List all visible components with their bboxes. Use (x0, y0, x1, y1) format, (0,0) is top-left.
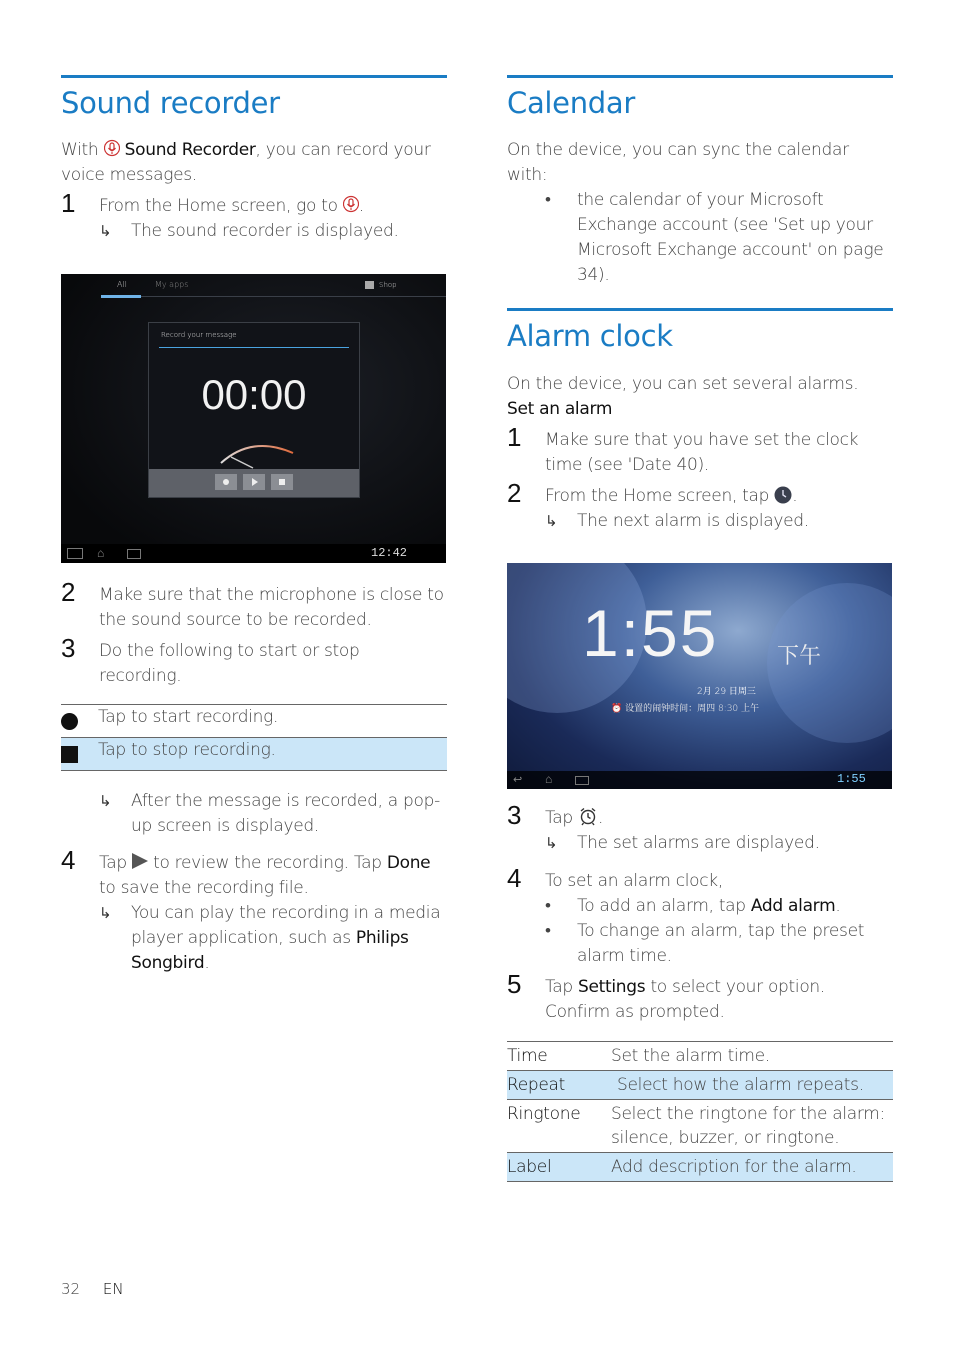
play-button[interactable] (243, 474, 265, 490)
recent-apps-icon[interactable] (575, 776, 589, 785)
bullet-change-alarm (507, 919, 893, 969)
step-text: From the Home screen, tap (545, 486, 770, 506)
result-arrow-icon: ↳ (99, 904, 112, 922)
table-label: Ringtone (507, 1104, 581, 1124)
alarm-steps (507, 800, 893, 1182)
table-label: Time (507, 1046, 548, 1066)
shop-icon (365, 281, 374, 289)
table-row (507, 1100, 893, 1153)
record-dot-icon (61, 713, 78, 730)
step-3-result (61, 789, 447, 839)
level-meter-icon (217, 435, 297, 471)
record-button[interactable] (215, 474, 237, 490)
record-timer: 00:00 (201, 371, 307, 418)
page-footer (61, 1280, 124, 1298)
home-icon[interactable]: ⌂ (545, 772, 553, 786)
section-rule (61, 75, 447, 78)
play-icon (252, 478, 258, 486)
step-5 (507, 969, 893, 1025)
bullet-dot: • (545, 921, 551, 941)
step-text: to review the recording. Tap (153, 853, 382, 873)
bullet-dot: • (545, 896, 551, 916)
step-number: 1 (507, 422, 522, 452)
bullet-text: the calendar of your Microsoft Exchange account (see 'Set up your Microsoft Exchange account' on page 34). (577, 190, 884, 285)
alarm-info: ⏰ 设置的闹钟时间：周四 8:30 上午 (611, 704, 760, 714)
stop-square-icon (61, 746, 78, 763)
sound-recorder-section (61, 75, 447, 244)
system-bar (61, 544, 446, 563)
step-number: 4 (507, 863, 522, 893)
step-number: 3 (507, 800, 522, 830)
step-number: 4 (61, 845, 76, 875)
status-time: 1:55 (837, 772, 866, 786)
alarm-options-table (507, 1041, 893, 1182)
status-time: 12:42 (371, 546, 408, 560)
bullet-add-alarm (507, 894, 893, 919)
recent-apps-icon[interactable] (127, 549, 141, 559)
alarm-date: 2月 29 日周三 (697, 687, 756, 697)
result-arrow-icon: ↳ (99, 792, 112, 810)
intro-paragraph (61, 138, 447, 188)
shop-label: Shop (379, 281, 397, 289)
language-code: EN (102, 1280, 124, 1298)
back-icon[interactable]: ↩ (513, 773, 523, 786)
step-2-result (507, 509, 893, 534)
alarm-info-text: 设置的闹钟时间：周四 8:30 上午 (625, 704, 760, 714)
step-number: 2 (61, 577, 76, 607)
step-text: to save the recording file. (99, 878, 309, 898)
step-text: To set an alarm clock, (545, 871, 723, 891)
step-number: 3 (61, 633, 76, 663)
intro-post: , you can record your voice messages. (61, 140, 431, 185)
table-desc: Select how the alarm repeats. (617, 1075, 864, 1095)
add-alarm-label: Add alarm (750, 896, 836, 916)
table-row (507, 1153, 893, 1182)
table-cell: Tap to stop recording. (98, 740, 276, 760)
result-arrow-icon: ↳ (99, 222, 112, 240)
step-number: 2 (507, 478, 522, 508)
step-text: to select your option. Confirm as prompted. (545, 977, 826, 1022)
result-text: After the message is recorded, a pop-up screen is displayed. (131, 791, 440, 836)
bullet-text: To change an alarm, tap the preset alarm time. (577, 921, 865, 966)
record-controls-bar (149, 469, 359, 497)
section-title: Sound recorder (61, 86, 280, 120)
section-title: Alarm clock (507, 319, 673, 353)
stop-button[interactable] (271, 474, 293, 490)
ampm-label: 下午 (777, 644, 822, 669)
step-number: 1 (61, 188, 76, 218)
step-3: 3 Tap . (507, 800, 604, 830)
step-text: Tap (545, 977, 573, 997)
tab-my-apps: My apps (155, 280, 189, 289)
alarm-clock-screenshot (507, 563, 892, 789)
page-number: 32 (61, 1280, 81, 1298)
step-2 (61, 577, 447, 633)
step-text: Tap (545, 808, 573, 828)
table-desc: Select the ringtone for the alarm: silence, buzzer, or ringtone. (611, 1104, 885, 1148)
clock-icon (774, 486, 792, 504)
step-3 (61, 633, 447, 689)
table-cell: Tap to start recording. (98, 707, 279, 727)
calendar-intro: On the device, you can sync the calendar with: (507, 140, 849, 185)
table-label: Repeat (507, 1075, 566, 1095)
philips-songbird-name: Philips Songbird (131, 928, 409, 973)
step-4 (507, 863, 893, 894)
calendar-bullet (507, 188, 893, 288)
system-bar (507, 771, 892, 789)
table-row (507, 1071, 893, 1100)
dialog-title: Record your message (161, 331, 237, 339)
step-1: 1 From the Home screen, go to . (61, 188, 364, 218)
set-alarm-heading: Set an alarm (507, 399, 613, 419)
result-text: The next alarm is displayed. (577, 511, 809, 531)
step-text: Tap (99, 853, 127, 873)
sound-recorder-steps (61, 577, 447, 976)
result-text: You can play the recording in a media player application, such as (131, 903, 441, 948)
play-icon (132, 853, 148, 869)
result-text: . (204, 953, 210, 973)
table-desc: Set the alarm time. (611, 1046, 770, 1066)
stop-icon (279, 479, 285, 485)
table-row (61, 705, 447, 738)
step-text: Make sure that you have set the clock time (see 'Date 40). (545, 430, 859, 475)
step-number: 5 (507, 969, 522, 999)
section-title: Calendar (507, 86, 636, 120)
bullet-text: To add an alarm, tap (577, 896, 746, 916)
section-rule (507, 75, 893, 78)
alarm-intro: On the device, you can set several alarms. (507, 374, 859, 394)
result-text: The sound recorder is displayed. (131, 221, 399, 241)
step-3-result (507, 831, 893, 856)
calendar-section (507, 75, 893, 288)
home-icon[interactable]: ⌂ (97, 546, 105, 560)
section-rule (507, 308, 893, 311)
result-text: The set alarms are displayed. (577, 833, 820, 853)
microphone-icon (104, 139, 120, 158)
table-row (61, 738, 447, 770)
step-1-result (61, 219, 447, 244)
step-1 (507, 422, 893, 478)
back-icon[interactable] (67, 548, 83, 559)
microphone-icon (343, 195, 359, 214)
result-arrow-icon: ↳ (545, 834, 558, 852)
tab-all: All (117, 280, 127, 289)
intro-pre: With (61, 140, 99, 160)
alarm-clock-time: 1:55 (582, 596, 719, 670)
settings-label: Settings (578, 977, 646, 997)
bullet-text: . (835, 896, 841, 916)
step-2: 2 From the Home screen, tap . (507, 478, 798, 508)
table-desc: Add description for the alarm. (611, 1157, 857, 1177)
table-label: Label (507, 1157, 552, 1177)
record-dialog (148, 322, 360, 498)
bullet-dot: • (545, 190, 551, 210)
sound-recorder-screenshot (61, 274, 446, 563)
step-4 (61, 845, 447, 901)
result-arrow-icon: ↳ (545, 512, 558, 530)
alarm-clock-section (507, 308, 893, 534)
alarm-icon (578, 806, 598, 826)
record-controls-table (61, 704, 447, 771)
record-dot-icon (223, 479, 229, 485)
step-text: Make sure that the microphone is close to the sound source to be recorded. (99, 585, 444, 630)
step-4-result (61, 901, 447, 976)
step-text: Do the following to start or stop recording. (99, 641, 360, 686)
sound-recorder-app-name: Sound Recorder (124, 140, 256, 160)
table-row (507, 1042, 893, 1071)
step-text: From the Home screen, go to (99, 196, 338, 216)
done-label: Done (386, 853, 431, 873)
